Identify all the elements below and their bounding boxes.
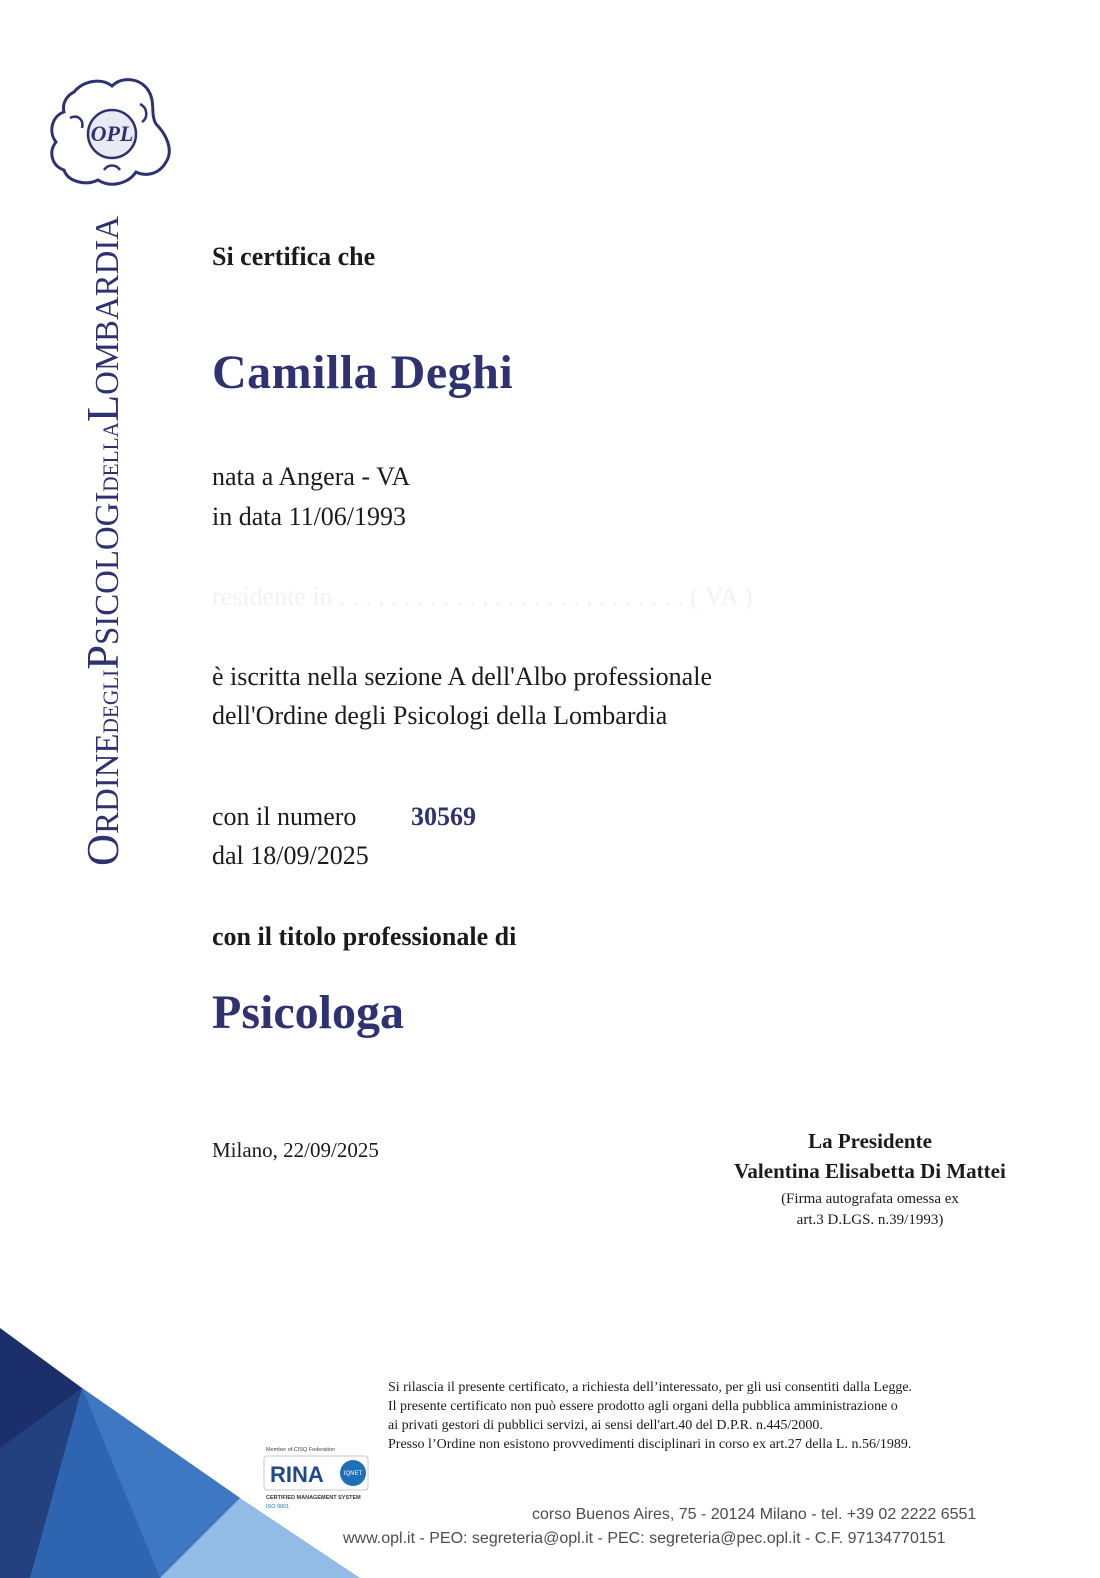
rina-certification-badge xyxy=(262,1444,374,1514)
holder-name: Camilla Deghi xyxy=(212,346,514,399)
signature-note-2: art.3 D.LGS. n.39/1993) xyxy=(796,1212,944,1228)
badge-brand: RINA xyxy=(270,1462,324,1487)
disclaimer xyxy=(388,1378,1068,1454)
vertical-word: DELLA xyxy=(98,419,123,492)
section-line-1: è iscritta nella sezione A dell'Albo professionale xyxy=(212,662,712,691)
section-line-2: dell'Ordine degli Psicologi della Lombardia xyxy=(212,701,668,730)
vertical-word: SICOLOGI xyxy=(89,486,126,646)
disclaimer-line: Il presente certificato non può essere prodotto agli organi della pubblica amministrazione o xyxy=(388,1399,898,1414)
logo-monogram: OPL xyxy=(90,121,134,146)
title-label: con il titolo professionale di xyxy=(212,922,517,951)
opl-gear-logo-icon xyxy=(44,74,180,192)
signature-note-1: (Firma autografata omessa ex xyxy=(781,1191,959,1207)
number-label: con il numero xyxy=(212,802,357,831)
footer-address: corso Buenos Aires, 75 - 20124 Milano - tel. +39 02 2222 6551 xyxy=(532,1506,977,1523)
profession-title: Psicologa xyxy=(212,986,404,1039)
birth-place: nata a Angera - VA xyxy=(212,462,411,491)
vertical-word: RDINE xyxy=(89,729,126,834)
place-and-date: Milano, 22/09/2025 xyxy=(212,1138,379,1162)
signature-block xyxy=(700,1127,1040,1231)
vertical-letter: L xyxy=(77,393,128,423)
certificate-intro: Si certifica che xyxy=(212,242,376,271)
badge-seal: IQNET xyxy=(343,1471,363,1477)
badge-top-text: Member of CISQ Federation xyxy=(266,1447,336,1453)
vertical-word: OMBARDIA xyxy=(89,210,126,395)
signer-role: La Presidente xyxy=(808,1129,932,1153)
svg-text:ORDINEDEGLIPSICOLOGIDELLALOMBA xyxy=(77,210,128,866)
badge-iso: ISO 9001 xyxy=(266,1504,290,1510)
vertical-letter: O xyxy=(77,832,128,866)
signer-name: Valentina Elisabetta Di Mattei xyxy=(734,1159,1006,1183)
residence-faded: residente in . . . . . . . . . . . . . . . . . . . . . . . . . . . ( VA ) xyxy=(212,582,753,611)
disclaimer-line: Presso l’Ordine non esistono provvedimenti disciplinari in corso ex art.27 della L. n.56/1989. xyxy=(388,1437,912,1452)
badge-bottom-text: CERTIFIED MANAGEMENT SYSTEM xyxy=(266,1495,361,1501)
registration-date: dal 18/09/2025 xyxy=(212,841,369,870)
disclaimer-line: Si rilascia il presente certificato, a richiesta dell’interessato, per gli usi consentiti dalla Legge. xyxy=(388,1380,913,1395)
registration-number: 30569 xyxy=(411,802,476,831)
vertical-letter: P xyxy=(77,644,128,670)
vertical-word: DEGLI xyxy=(98,667,123,734)
vertical-organization-name xyxy=(56,210,146,870)
birth-date: in data 11/06/1993 xyxy=(212,502,407,531)
footer-contacts: www.opl.it - PEO: segreteria@opl.it - PEC: segreteria@pec.opl.it - C.F. 97134770151 xyxy=(343,1530,946,1547)
disclaimer-line: ai privati gestori di pubblici servizi, ai sensi dell'art.40 del D.P.R. n.445/2000. xyxy=(388,1418,823,1433)
